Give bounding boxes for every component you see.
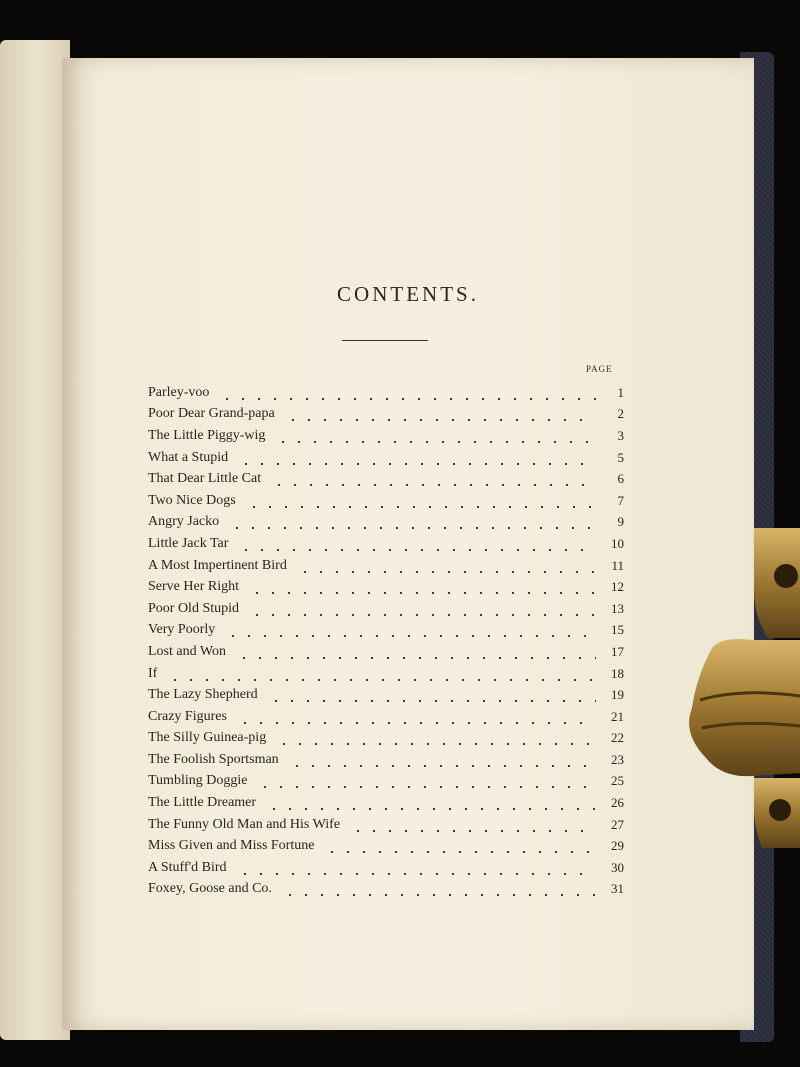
toc-entry bbox=[148, 663, 624, 685]
toc-entry-title: Foxey, Goose and Co. bbox=[148, 881, 272, 897]
toc-entry-page: 5 bbox=[617, 449, 624, 465]
dot-leader bbox=[293, 559, 596, 573]
toc-entry-page: 31 bbox=[611, 881, 624, 897]
toc-entry-title: Miss Given and Miss Fortune bbox=[148, 838, 315, 854]
dot-leader bbox=[267, 472, 596, 486]
toc-entry bbox=[148, 533, 624, 555]
toc-entry-title: Little Jack Tar bbox=[148, 535, 229, 551]
toc-entry bbox=[148, 425, 624, 447]
toc-entry-page: 10 bbox=[611, 535, 624, 551]
toc-entry bbox=[148, 620, 624, 642]
toc-entry-title: The Lazy Shepherd bbox=[148, 687, 258, 703]
toc-entry-title: Two Nice Dogs bbox=[148, 492, 236, 508]
toc-entry-page: 11 bbox=[611, 557, 624, 573]
toc-entry bbox=[148, 447, 624, 469]
toc-entry-page: 3 bbox=[617, 427, 624, 443]
dot-leader bbox=[232, 645, 596, 659]
toc-entry-title: What a Stupid bbox=[148, 449, 229, 465]
toc-entry-page: 27 bbox=[611, 816, 624, 832]
table-of-contents bbox=[148, 382, 624, 900]
toc-entry-page: 30 bbox=[611, 859, 624, 875]
toc-entry-page: 22 bbox=[611, 730, 624, 746]
title-rule bbox=[342, 340, 428, 341]
dot-leader bbox=[233, 861, 597, 875]
toc-entry-title: The Silly Guinea-pig bbox=[148, 730, 267, 746]
toc-entry-title: The Funny Old Man and His Wife bbox=[148, 816, 341, 832]
toc-entry-title: That Dear Little Cat bbox=[148, 471, 262, 487]
dot-leader bbox=[278, 882, 596, 896]
dot-leader bbox=[163, 667, 596, 681]
toc-entry bbox=[148, 814, 624, 836]
toc-entry bbox=[148, 555, 624, 577]
toc-entry-page: 21 bbox=[611, 708, 624, 724]
dot-leader bbox=[346, 818, 596, 832]
dot-leader bbox=[262, 796, 596, 810]
toc-entry-page: 17 bbox=[611, 643, 624, 659]
toc-entry bbox=[148, 404, 624, 426]
toc-entry-title: Parley-voo bbox=[148, 384, 210, 400]
dot-leader bbox=[234, 537, 596, 551]
toc-entry bbox=[148, 641, 624, 663]
toc-entry-title: The Foolish Sportsman bbox=[148, 751, 279, 767]
dot-leader bbox=[233, 710, 596, 724]
toc-entry bbox=[148, 684, 624, 706]
toc-entry bbox=[148, 490, 624, 512]
toc-entry-page: 6 bbox=[617, 471, 624, 487]
dot-leader bbox=[242, 494, 596, 508]
toc-entry bbox=[148, 792, 624, 814]
toc-entry-title: A Stuff'd Bird bbox=[148, 859, 227, 875]
toc-entry bbox=[148, 598, 624, 620]
toc-entry-page: 7 bbox=[617, 492, 624, 508]
toc-entry-title: Very Poorly bbox=[148, 622, 216, 638]
toc-entry-page: 29 bbox=[611, 838, 624, 854]
toc-entry bbox=[148, 382, 624, 404]
toc-entry-title: Poor Dear Grand-papa bbox=[148, 406, 275, 422]
toc-entry-title: Angry Jacko bbox=[148, 514, 220, 530]
dot-leader bbox=[264, 688, 596, 702]
dot-leader bbox=[215, 386, 596, 400]
toc-entry-title: The Little Dreamer bbox=[148, 795, 257, 811]
dot-leader bbox=[245, 580, 596, 594]
toc-entry-page: 2 bbox=[617, 406, 624, 422]
page-title: CONTENTS. bbox=[337, 282, 479, 306]
toc-entry-page: 9 bbox=[617, 514, 624, 530]
dot-leader bbox=[281, 407, 596, 421]
toc-entry bbox=[148, 879, 624, 901]
dot-leader bbox=[320, 839, 596, 853]
toc-entry-page: 15 bbox=[611, 622, 624, 638]
toc-entry-title: A Most Impertinent Bird bbox=[148, 557, 287, 573]
toc-entry-title: Poor Old Stupid bbox=[148, 600, 240, 616]
dot-leader bbox=[225, 515, 596, 529]
toc-entry-title: Tumbling Doggie bbox=[148, 773, 248, 789]
dot-leader bbox=[272, 731, 596, 745]
toc-entry bbox=[148, 706, 624, 728]
toc-entry-title: The Little Piggy-wig bbox=[148, 427, 266, 443]
contents-page bbox=[62, 58, 754, 1030]
dot-leader bbox=[285, 753, 596, 767]
toc-entry-page: 12 bbox=[611, 579, 624, 595]
toc-entry-page: 1 bbox=[617, 384, 624, 400]
dot-leader bbox=[221, 623, 596, 637]
dot-leader bbox=[234, 451, 596, 465]
dot-leader bbox=[253, 774, 596, 788]
dot-leader bbox=[271, 429, 596, 443]
toc-entry bbox=[148, 771, 624, 793]
toc-entry-page: 23 bbox=[611, 751, 624, 767]
toc-entry-page: 18 bbox=[611, 665, 624, 681]
toc-entry-page: 19 bbox=[611, 687, 624, 703]
toc-entry bbox=[148, 749, 624, 771]
toc-entry-title: Serve Her Right bbox=[148, 579, 239, 595]
toc-entry bbox=[148, 857, 624, 879]
toc-entry-title: Crazy Figures bbox=[148, 708, 227, 724]
brass-clasp bbox=[682, 528, 800, 848]
toc-entry-page: 26 bbox=[611, 795, 624, 811]
toc-entry-page: 25 bbox=[611, 773, 624, 789]
toc-entry bbox=[148, 512, 624, 534]
toc-entry bbox=[148, 835, 624, 857]
toc-entry-title: Lost and Won bbox=[148, 643, 226, 659]
toc-entry bbox=[148, 728, 624, 750]
toc-entry bbox=[148, 468, 624, 490]
toc-entry-page: 13 bbox=[611, 600, 624, 616]
page-column-label: PAGE bbox=[586, 364, 613, 374]
dot-leader bbox=[245, 602, 596, 616]
toc-entry bbox=[148, 576, 624, 598]
left-page-edge bbox=[0, 40, 70, 1040]
toc-entry-title: If bbox=[148, 665, 158, 681]
